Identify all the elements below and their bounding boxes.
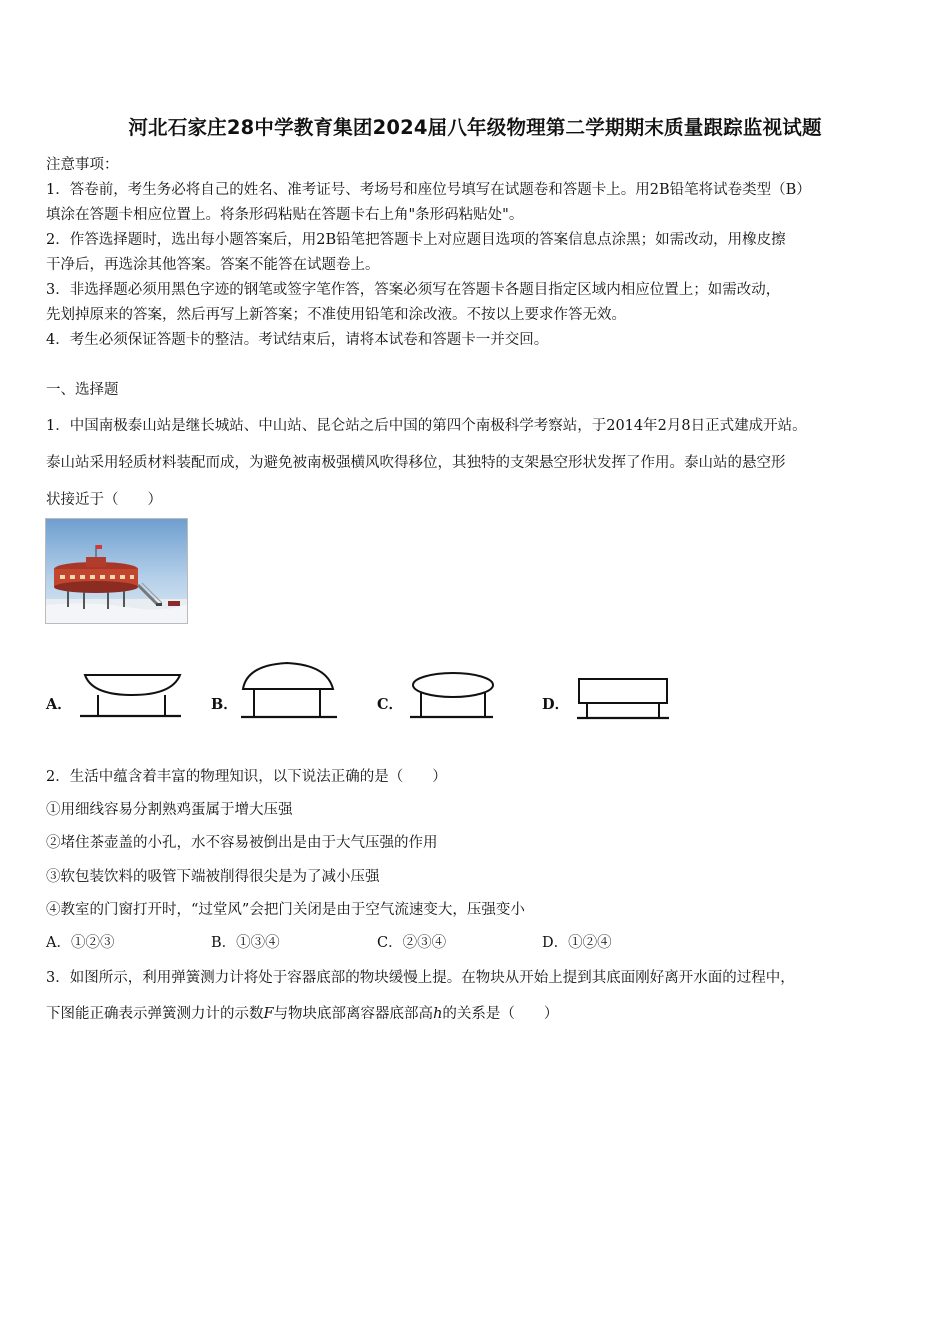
notice-heading: 注意事项： [46, 157, 119, 173]
q2-option-d[interactable]: D．①②④ [542, 935, 612, 951]
q1-option-b[interactable]: B． [211, 696, 238, 713]
q3-text: 的关系是（ ） [442, 1006, 559, 1022]
taishan-station-photo [45, 518, 188, 624]
notice-line: 4．考生必须保证答题卡的整洁。考试结束后，请将本试卷和答题卡一并交回。 [46, 332, 549, 348]
q2-stem: 2．生活中蕴含着丰富的物理知识，以下说法正确的是（ ） [46, 769, 447, 785]
q1-option-a[interactable]: A． [46, 696, 72, 713]
q1-stem-line: 状接近于（ ） [46, 492, 162, 508]
section-heading: 一、选择题 [46, 382, 119, 398]
q1-option-a-shape [76, 667, 186, 723]
q2-option-c[interactable]: C．②③④ [377, 935, 447, 951]
q3-stem-line: 3．如图所示，利用弹簧测力计将处于容器底部的物块缓慢上提。在物块从开始上提到其底面刚好离开水面的过程中， [46, 970, 795, 986]
q2-statement: ①用细线容易分割熟鸡蛋属于增大压强 [46, 802, 293, 818]
q1-option-d[interactable]: D． [542, 696, 570, 713]
notice-line: 2．作答选择题时，选出每小题答案后，用2B铅笔把答题卡上对应题目选项的答案信息点涂黑；如需改动，用橡皮擦 [46, 232, 786, 248]
notice-line: 1．答卷前，考生务必将自己的姓名、准考证号、考场号和座位号填写在试题卷和答题卡上。用2B铅笔将试卷类型（B） [46, 182, 811, 198]
q2-statement: ④教室的门窗打开时，“过堂风”会把门关闭是由于空气流速变大，压强变小 [46, 902, 525, 918]
q2-option-a[interactable]: A．①②③ [46, 935, 115, 951]
var-h: h [433, 1006, 443, 1022]
q1-stem-line: 泰山站采用轻质材料装配而成，为避免被南极强横风吹得移位，其独特的支架悬空形状发挥了作用。泰山站的悬空形 [46, 455, 786, 471]
q2-statement: ②堵住茶壶盖的小孔，水不容易被倒出是由于大气压强的作用 [46, 835, 438, 851]
q2-option-b[interactable]: B．①③④ [211, 935, 280, 951]
page-title: 河北石家庄28中学教育集团2024届八年级物理第二学期期末质量跟踪监视试题 [128, 116, 822, 139]
q3-text: 下图能正确表示弹簧测力计的示数 [46, 1006, 264, 1022]
q3-text: 与物块底部离容器底部高 [273, 1006, 434, 1022]
notice-line: 先划掉原来的答案，然后再写上新答案；不准使用铅笔和涂改液。不按以上要求作答无效。 [46, 307, 626, 323]
notice-line: 3．非选择题必须用黑色字迹的钢笔或签字笔作答，答案必须写在答题卡各题目指定区域内相应位置上；如需改动， [46, 282, 781, 298]
q1-option-c-shape [407, 669, 497, 723]
q3-stem-line [46, 1002, 558, 1023]
q1-option-d-shape [575, 675, 671, 723]
var-f: F [263, 1006, 274, 1022]
notice-line: 干净后，再选涂其他答案。答案不能答在试题卷上。 [46, 257, 380, 273]
q1-option-b-shape [237, 659, 339, 723]
q2-statement: ③软包装饮料的吸管下端被削得很尖是为了减小压强 [46, 869, 380, 885]
q1-stem-line: 1．中国南极泰山站是继长城站、中山站、昆仑站之后中国的第四个南极科学考察站，于2014年2月8日正式建成开站。 [46, 418, 807, 434]
q1-option-c[interactable]: C． [377, 696, 404, 713]
notice-line: 填涂在答题卡相应位置上。将条形码粘贴在答题卡右上角"条形码粘贴处"。 [46, 207, 524, 223]
